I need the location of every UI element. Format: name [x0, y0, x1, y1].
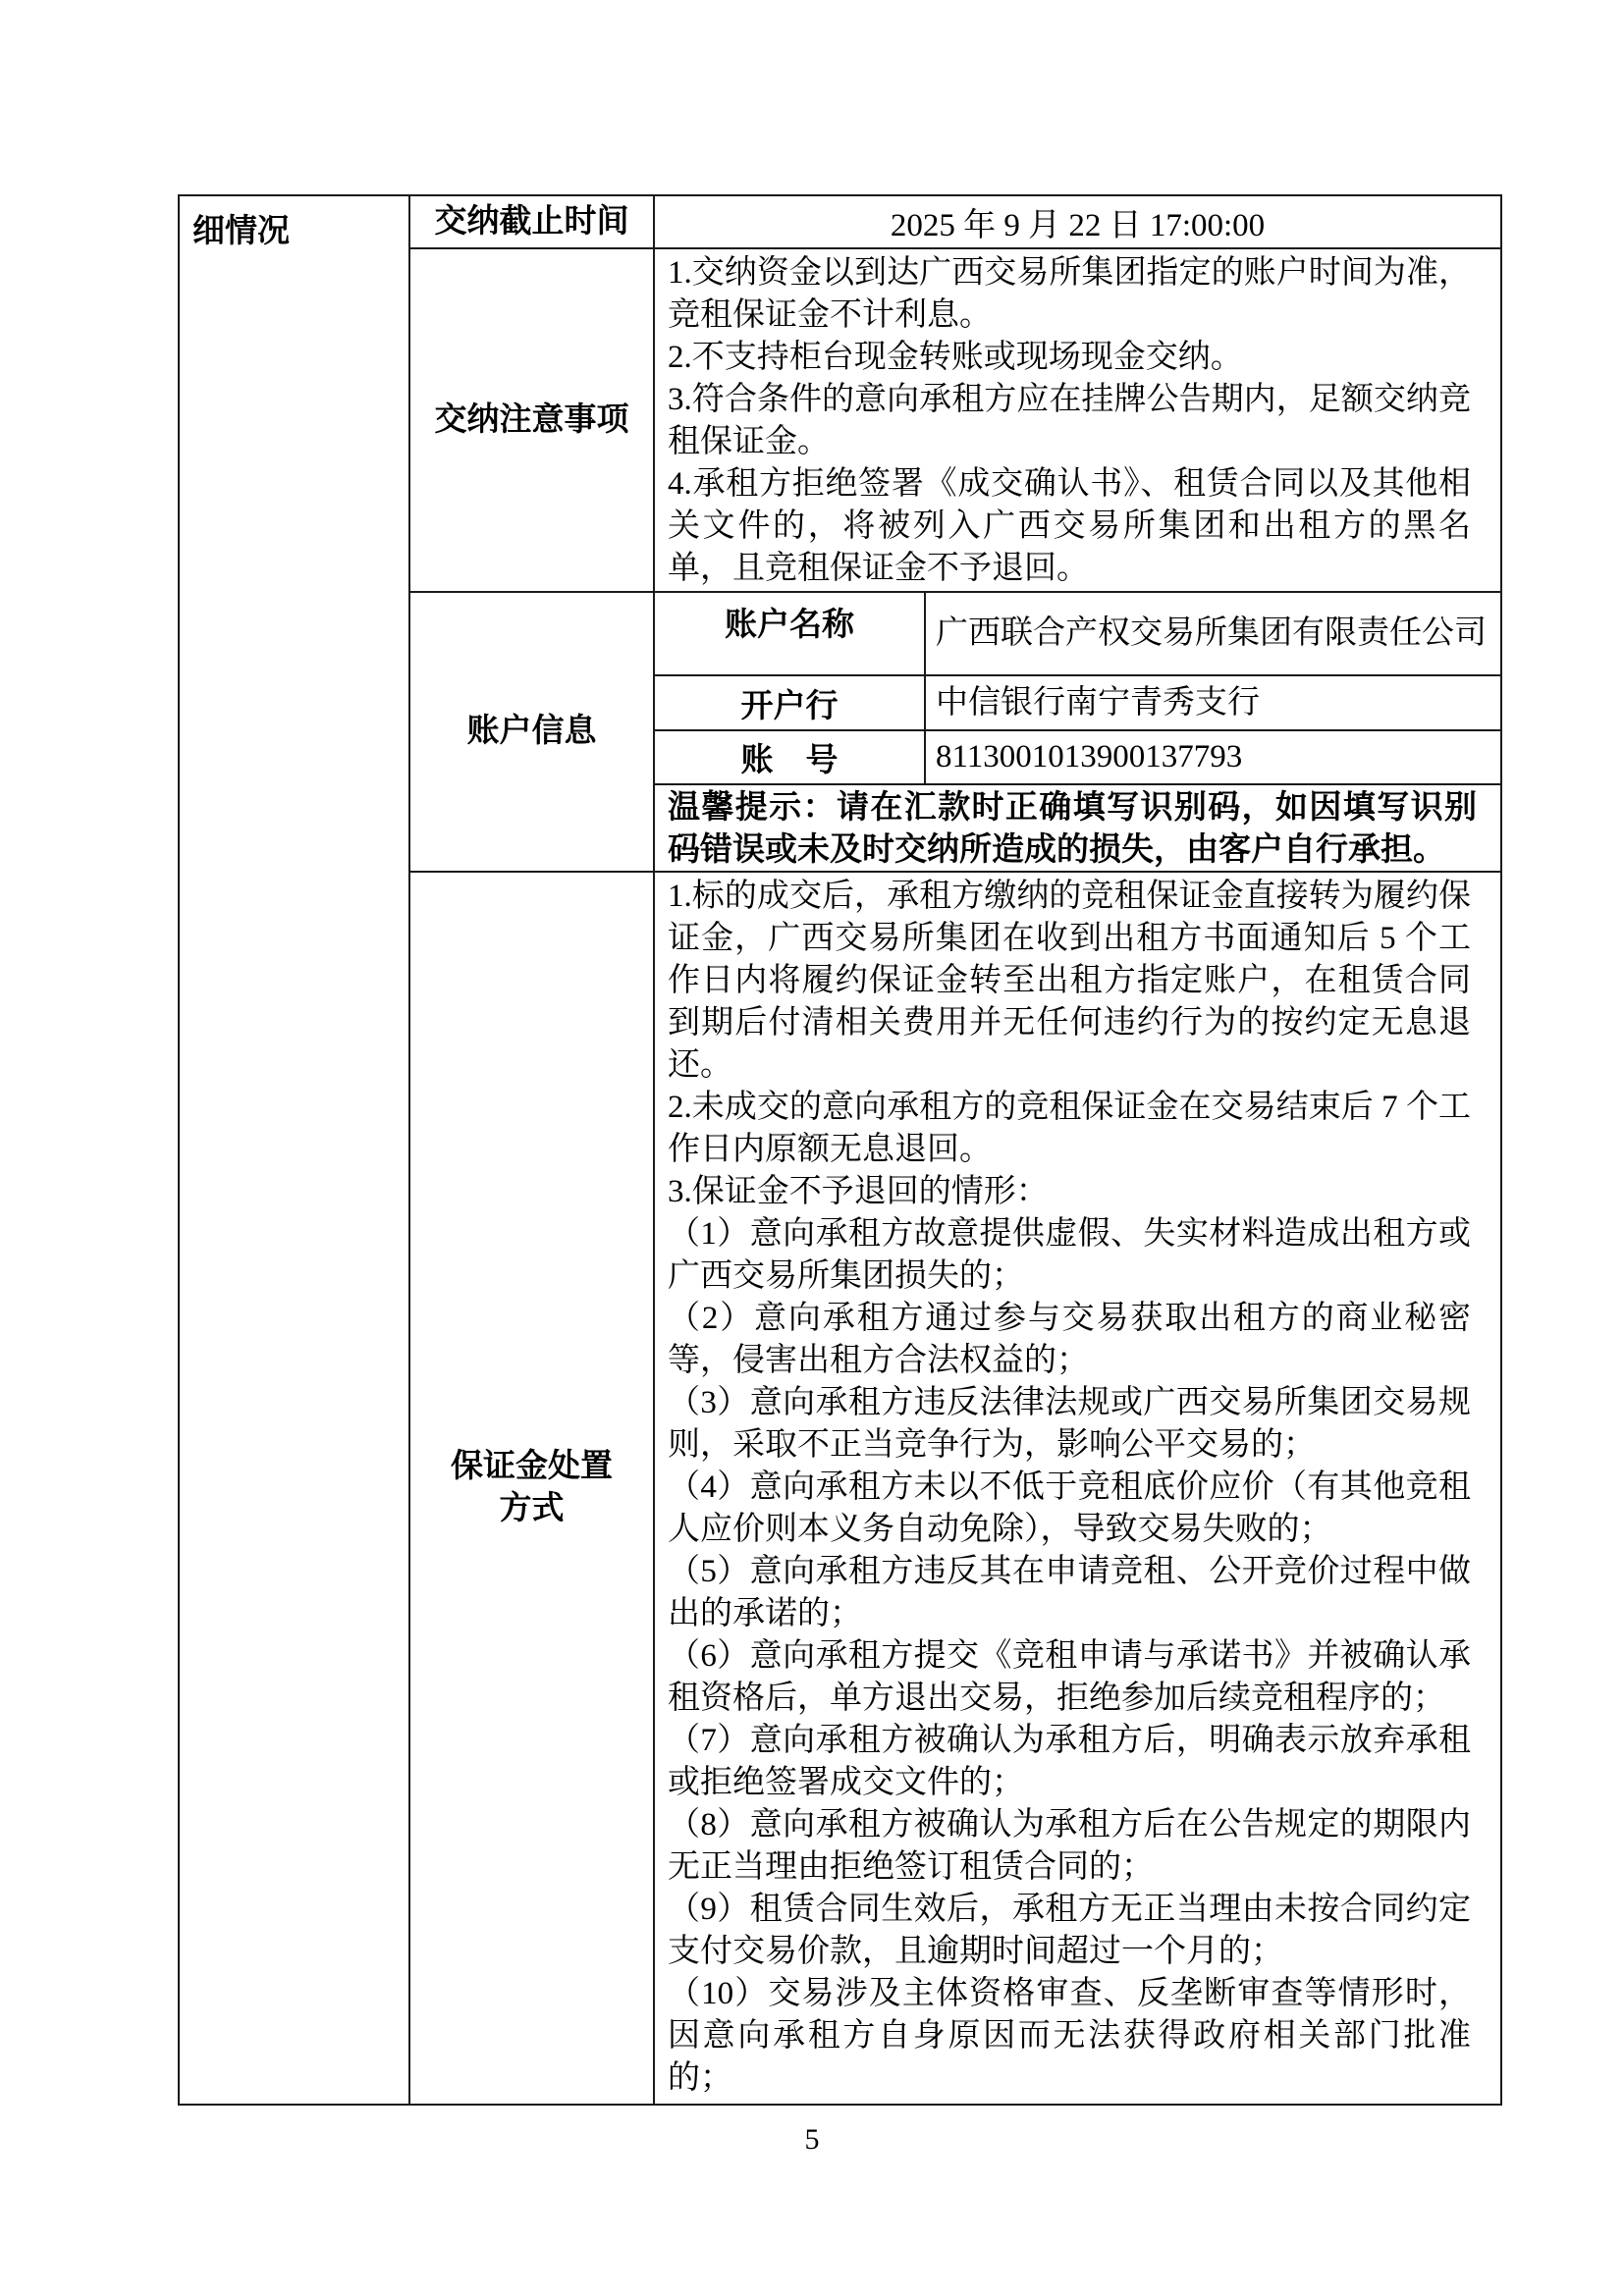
disposal-item: （3）意向承租方违反法律法规或广西交易所集团交易规则，采取不正当竞争行为，影响公平交易的；: [668, 1385, 1471, 1463]
account-name-label: [655, 593, 926, 674]
bank-branch-label-text: 开户行: [740, 688, 839, 724]
disposal-item: （4）意向承租方未以不低于竞租底价应价（有其他竞租人应价则本义务自动免除），导致交易失败的；: [668, 1469, 1471, 1547]
bank-branch-row: [655, 676, 1500, 731]
row-account-info: [410, 591, 1500, 871]
disposal-item: 1.标的成交后，承租方缴纳的竞租保证金直接转为履约保证金，广西交易所集团在收到出租方书面通知后 5 个工作日内将履约保证金转至出租方指定账户，在租赁合同到期后付清相关费用并无任何违约行为的按约定无息退还。: [668, 879, 1471, 1083]
disposal-item: 2.未成交的意向承租方的竞租保证金在交易结束后 7 个工作日内原额无息退回。: [668, 1090, 1471, 1167]
bank-branch-value: 中信银行南宁青秀支行: [936, 684, 1260, 721]
table-left-column: [180, 196, 410, 2104]
account-number-value: 8113001013900137793: [936, 739, 1243, 774]
disposal-item: （1）意向承租方故意提供虚假、失实材料造成出租方或广西交易所集团损失的；: [668, 1216, 1471, 1294]
row-payment-notes: [410, 247, 1500, 591]
table-main-columns: [410, 196, 1500, 2104]
deposit-disposal-content: [655, 873, 1500, 2104]
payment-deadline-label-cell: [410, 196, 655, 247]
note-item: 2.不支持柜台现金转账或现场现金交纳。: [668, 340, 1243, 375]
payment-deadline-value: 2025 年 9 月 22 日 17:00:00: [890, 207, 1266, 243]
disposal-item: （7）意向承租方被确认为承租方后，明确表示放弃承租或拒绝签署成交文件的；: [668, 1723, 1471, 1800]
disposal-item: （10）交易涉及主体资格审查、反垄断审查等情形时，因意向承租方自身原因而无法获得政府相关部门批准的；: [668, 1976, 1471, 2096]
account-name-value: 广西联合产权交易所集团有限责任公司: [936, 615, 1487, 651]
disposal-item: （6）意向承租方提交《竞租申请与承诺书》并被确认承租资格后，单方退出交易，拒绝参加后续竞租程序的；: [668, 1638, 1471, 1716]
deposit-disposal-label-cell: [410, 873, 655, 2104]
bank-branch-label: [655, 676, 926, 729]
account-name-label-text: 账户名称: [725, 608, 854, 643]
deposit-disposal-label: 保证金处置方式: [451, 1449, 613, 1526]
disposal-item: 3.保证金不予退回的情形：: [668, 1174, 1049, 1209]
deposit-info-table: [178, 194, 1502, 2106]
row-payment-deadline: [410, 196, 1500, 247]
disposal-item: （5）意向承租方违反其在申请竞租、公开竞价过程中做出的承诺的；: [668, 1554, 1471, 1631]
note-item: 1.交纳资金以到达广西交易所集团指定的账户时间为准，竞租保证金不计利息。: [668, 255, 1471, 333]
account-number-label: [655, 731, 926, 783]
payment-deadline-label: 交纳截止时间: [434, 203, 629, 240]
payment-notes-label: 交纳注意事项: [434, 401, 629, 438]
disposal-item: （9）租赁合同生效后，承租方无正当理由未按合同约定支付交易价款，且逾期时间超过一个月的；: [668, 1892, 1471, 1969]
left-column-label: 细情况: [192, 214, 290, 249]
note-item: 3.符合条件的意向承租方应在挂牌公告期内，足额交纳竞租保证金。: [668, 382, 1471, 459]
disposal-item: （2）意向承租方通过参与交易获取出租方的商业秘密等，侵害出租方合法权益的；: [668, 1301, 1471, 1378]
account-number-label-text: 账 号: [740, 743, 839, 778]
remittance-tip: 温馨提示：请在汇款时正确填写识别码，如因填写识别码错误或未及时交纳所造成的损失，由客户自行承担。: [668, 790, 1477, 868]
row-deposit-disposal: [410, 871, 1500, 2104]
account-info-label: 账户信息: [466, 714, 597, 749]
disposal-item: （8）意向承租方被确认为承租方后在公告规定的期限内无正当理由拒绝签订租赁合同的；: [668, 1807, 1471, 1885]
account-number-row: [655, 731, 1500, 785]
note-item: 4.承租方拒绝签署《成交确认书》、租赁合同以及其他相关文件的，将被列入广西交易所集团和出租方的黑名单，且竞租保证金不予退回。: [668, 466, 1471, 586]
account-info-content: [655, 593, 1500, 871]
payment-notes-label-cell: [410, 249, 655, 591]
page-number: 5: [804, 2123, 820, 2156]
payment-notes-content: [655, 249, 1500, 591]
account-name-row: [655, 593, 1500, 676]
account-info-label-cell: [410, 593, 655, 871]
